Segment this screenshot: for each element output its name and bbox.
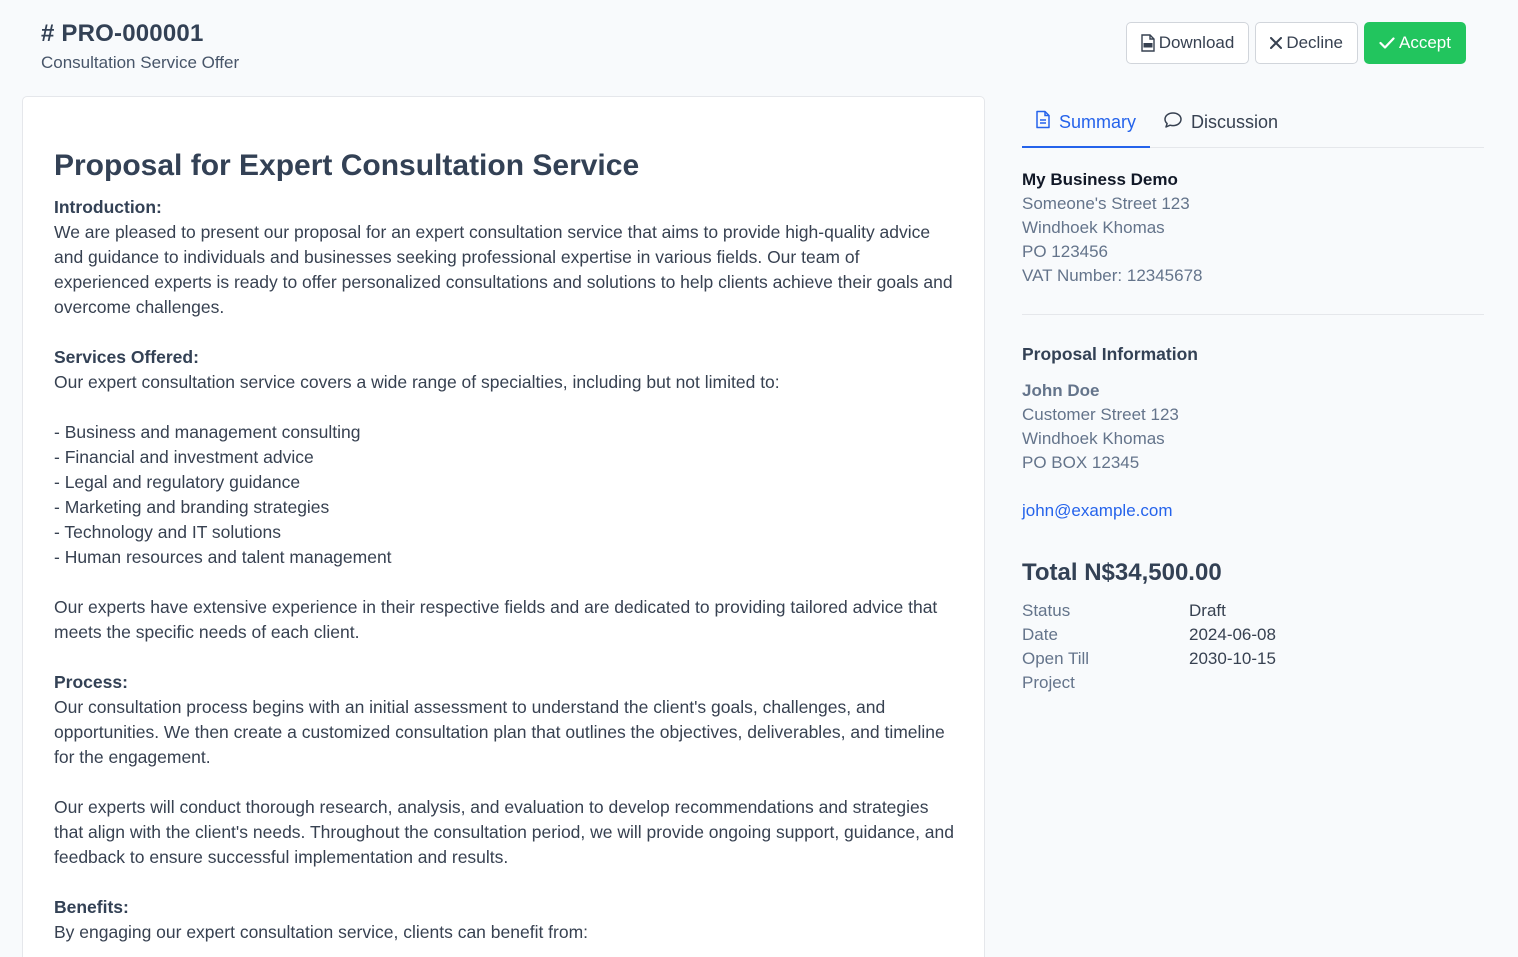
service-item: - Financial and investment advice xyxy=(54,447,314,467)
process-heading: Process: xyxy=(54,672,128,692)
open-till-label: Open Till xyxy=(1022,649,1090,668)
project-label: Project xyxy=(1022,673,1075,692)
status-value: Draft xyxy=(1189,601,1226,620)
summary-panel xyxy=(1022,98,1484,695)
download-label: Download xyxy=(1158,33,1235,52)
close-icon xyxy=(1270,37,1282,49)
tab-discussion-label: Discussion xyxy=(1191,111,1279,132)
client-email-link[interactable]: john@example.com xyxy=(1022,501,1173,520)
business-po: PO 123456 xyxy=(1022,242,1109,261)
open-till-value: 2030-10-15 xyxy=(1189,649,1276,668)
proposal-title: Proposal for Expert Consultation Service xyxy=(54,149,640,182)
chat-bubble-icon xyxy=(1163,111,1183,134)
business-name: My Business Demo xyxy=(1022,170,1178,189)
pdf-file-icon xyxy=(1141,34,1155,52)
business-street: Someone's Street 123 xyxy=(1022,194,1190,213)
client-po: PO BOX 12345 xyxy=(1022,453,1140,472)
benefits-text: By engaging our expert consultation service, clients can benefit from: xyxy=(54,922,589,942)
download-button[interactable] xyxy=(1126,22,1250,64)
client-city: Windhoek Khomas xyxy=(1022,429,1165,448)
services-outro: Our experts have extensive experience in their respective fields and are dedicated to providing tailored advice that meets the specific needs of each client. xyxy=(54,597,938,642)
proposal-body xyxy=(54,195,954,945)
tab-discussion[interactable] xyxy=(1150,98,1292,148)
date-label: Date xyxy=(1022,625,1058,644)
client-street: Customer Street 123 xyxy=(1022,405,1179,424)
project-value xyxy=(1189,671,1484,695)
service-item: - Human resources and talent management xyxy=(54,547,392,567)
business-city: Windhoek Khomas xyxy=(1022,218,1165,237)
accept-label: Accept xyxy=(1399,33,1451,52)
proposal-information xyxy=(1022,315,1484,695)
accept-button[interactable] xyxy=(1364,22,1466,64)
page-header xyxy=(41,20,239,73)
process-text: Our consultation process begins with an initial assessment to understand the client's goals, challenges, and opportunities. We then create a customized consultation plan that outlines the objectives, deliverables, and timeline for the engagement. xyxy=(54,697,945,767)
decline-label: Decline xyxy=(1286,33,1344,52)
proposal-document-card xyxy=(22,96,985,957)
check-icon xyxy=(1379,37,1395,49)
service-item: - Technology and IT solutions xyxy=(54,522,281,542)
action-bar xyxy=(1126,22,1466,64)
tab-summary-label: Summary xyxy=(1059,111,1137,132)
tab-bar xyxy=(1022,98,1484,148)
tab-summary[interactable] xyxy=(1022,98,1150,148)
document-icon xyxy=(1035,110,1051,134)
proposal-info-title: Proposal Information xyxy=(1022,344,1198,364)
services-heading: Services Offered: xyxy=(54,347,199,367)
proposal-total: Total N$34,500.00 xyxy=(1022,559,1222,586)
status-label: Status xyxy=(1022,601,1071,620)
intro-heading: Introduction: xyxy=(54,197,162,217)
business-details xyxy=(1022,148,1484,315)
service-item: - Legal and regulatory guidance xyxy=(54,472,301,492)
intro-text: We are pleased to present our proposal for an expert consultation service that aims to provide high-quality advice and guidance to individuals and businesses seeking professional expertise in various fields. Our team of experienced experts is ready to offer personalized consultations and solutions to help clients achieve their goals and overcome challenges. xyxy=(54,222,953,317)
proposal-number: # PRO-000001 xyxy=(41,20,204,47)
service-item: - Business and management consulting xyxy=(54,422,361,442)
proposal-subtitle: Consultation Service Offer xyxy=(41,53,240,72)
business-vat: VAT Number: 12345678 xyxy=(1022,266,1203,285)
client-name: John Doe xyxy=(1022,381,1100,400)
services-text: Our expert consultation service covers a wide range of specialties, including but not limited to: xyxy=(54,372,780,392)
benefits-heading: Benefits: xyxy=(54,897,129,917)
process-text: Our experts will conduct thorough research, analysis, and evaluation to develop recommendations and strategies that align with the client's needs. Throughout the consultation period, we will provide ongoing support, guidance, and feedback to ensure successful implementation and results. xyxy=(54,797,954,867)
proposal-fields xyxy=(1022,599,1484,695)
decline-button[interactable] xyxy=(1255,22,1358,64)
date-value: 2024-06-08 xyxy=(1189,625,1276,644)
service-item: - Marketing and branding strategies xyxy=(54,497,330,517)
